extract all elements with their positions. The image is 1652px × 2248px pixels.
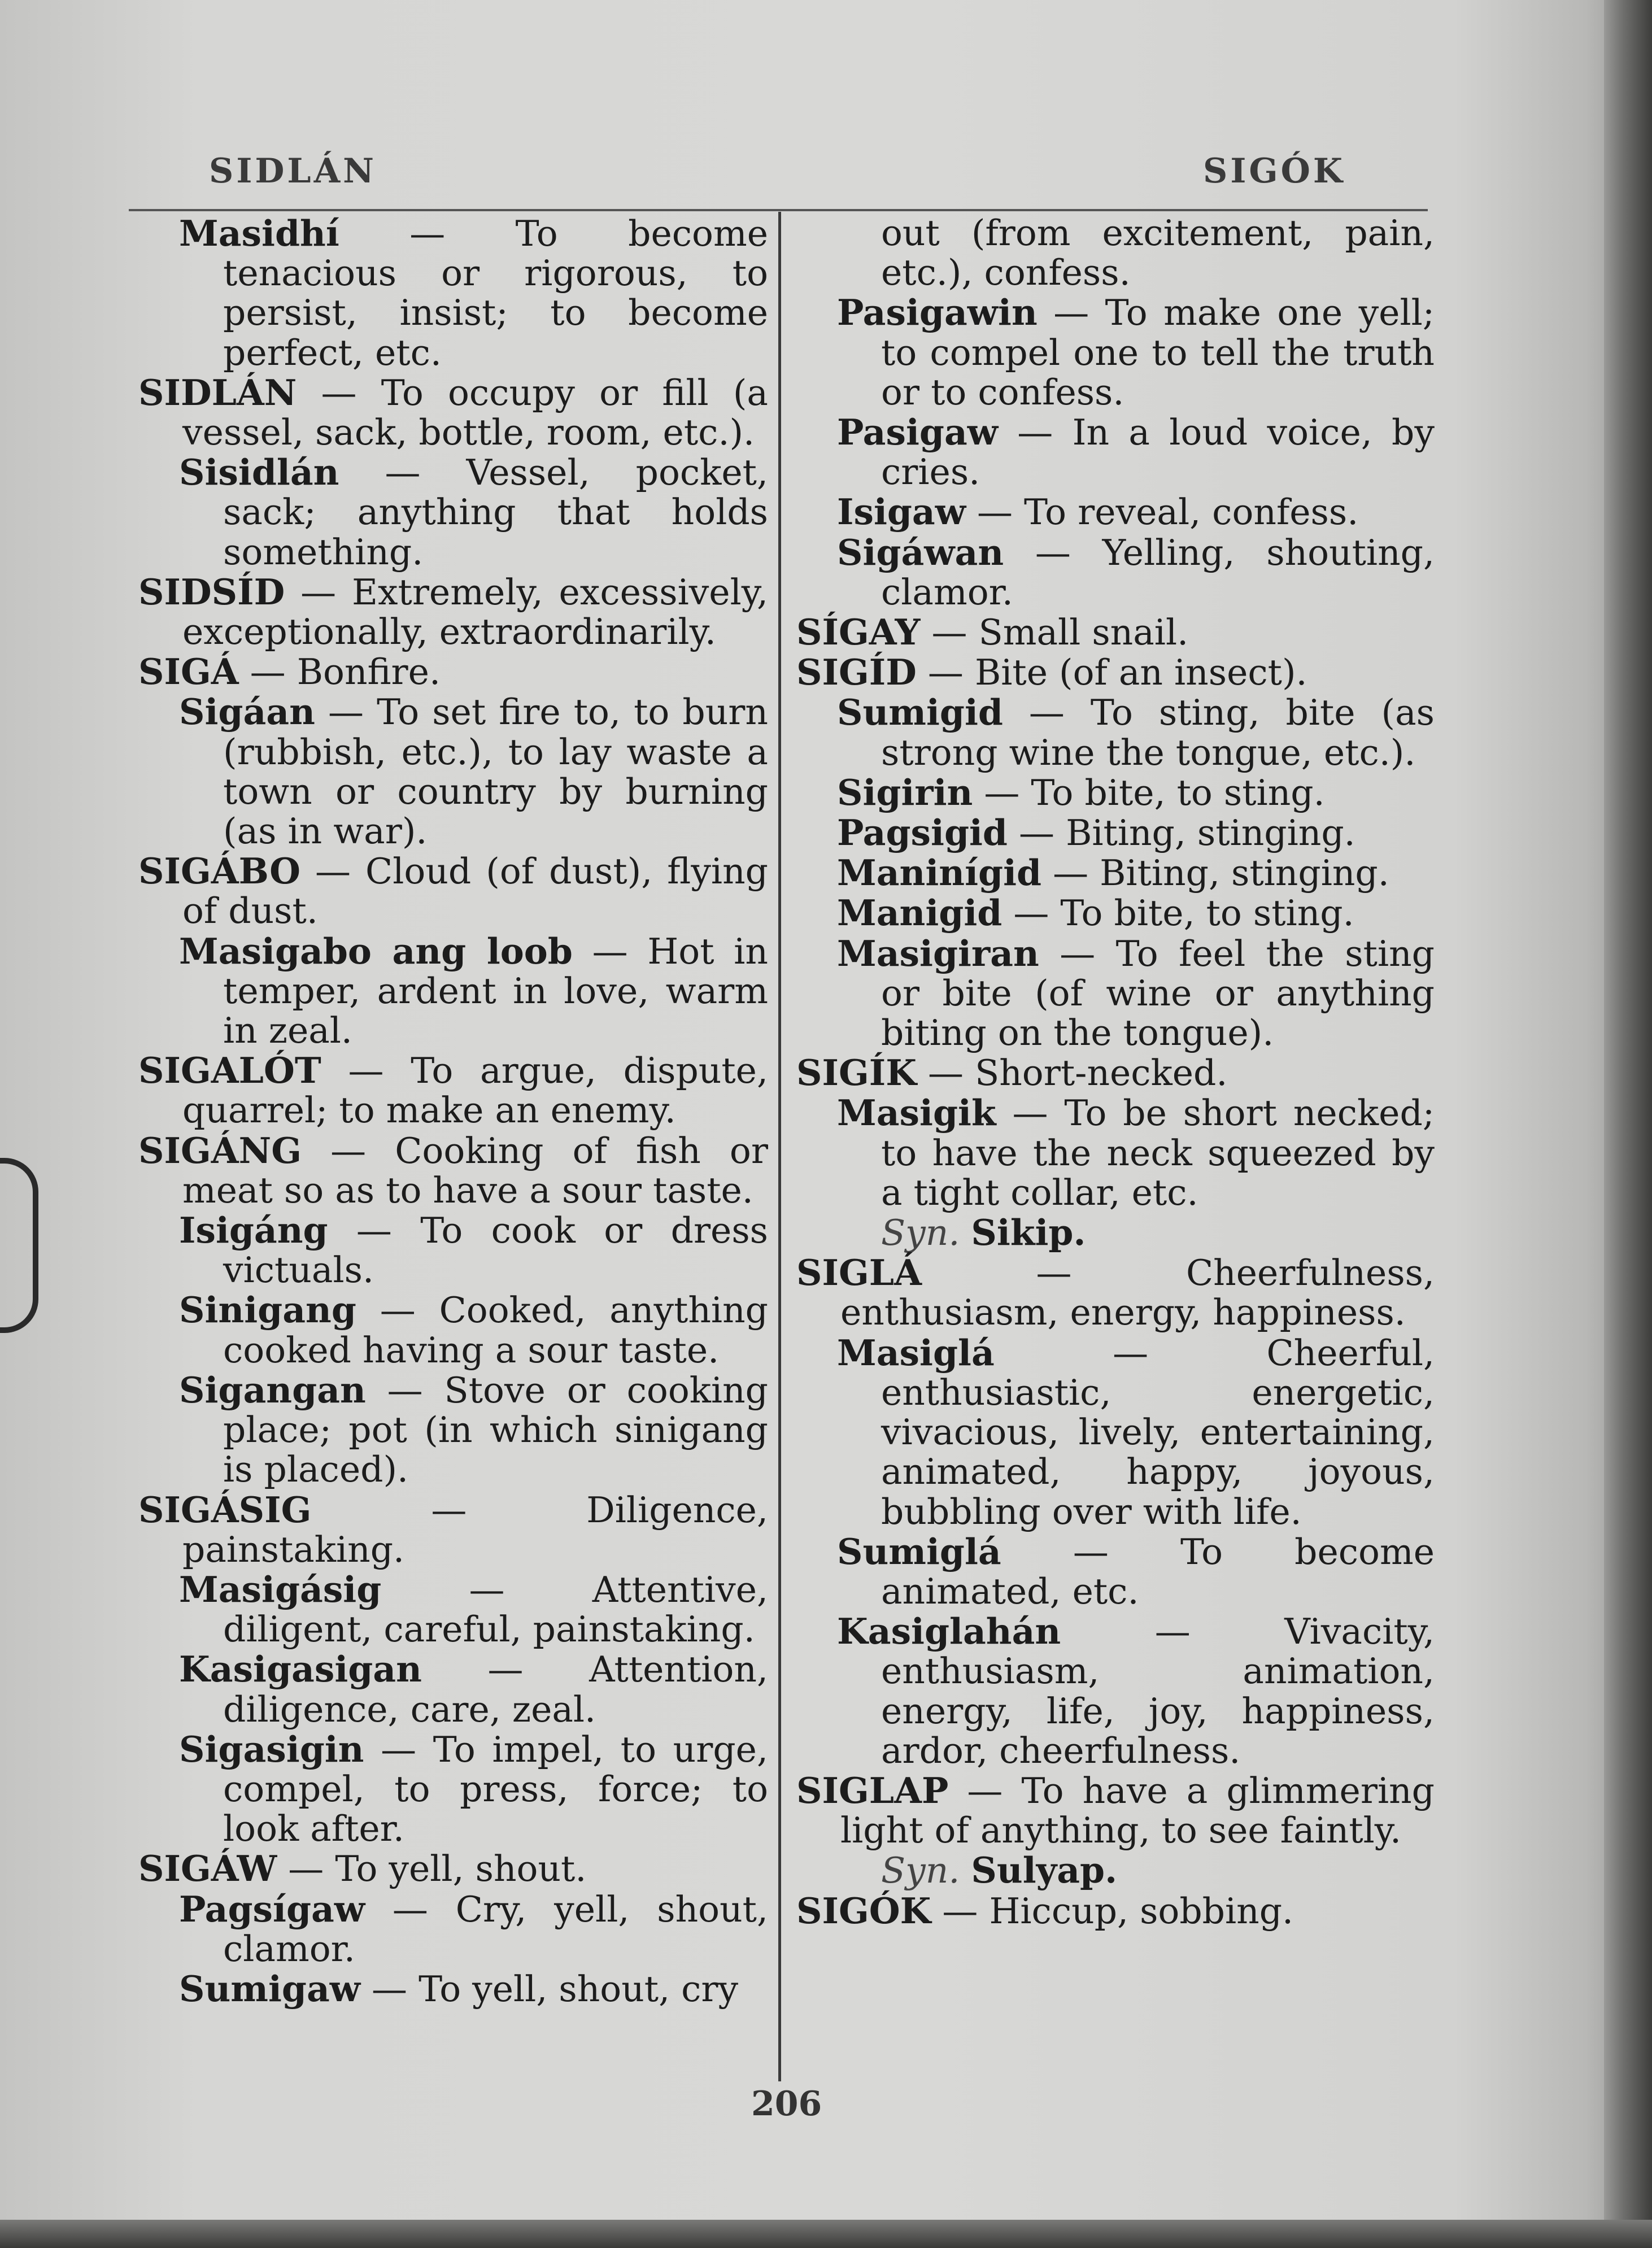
headword: SIGLÁ bbox=[796, 1252, 922, 1294]
running-head-right: SIGÓK bbox=[1203, 151, 1346, 191]
dictionary-entry: SIDSÍD — Extremely, excessively, exceptionally, extraordinarily. bbox=[138, 570, 768, 653]
headword: Sigasigin bbox=[179, 1728, 364, 1770]
header-rule bbox=[129, 209, 1428, 211]
definition: Bonfire. bbox=[297, 651, 441, 693]
dictionary-entry: Isigáng — To cook or dress victuals. bbox=[179, 1209, 768, 1291]
definition: Attention, diligence, care, zeal. bbox=[223, 1649, 768, 1730]
definition: To bite, to sting. bbox=[1060, 892, 1354, 934]
dictionary-entry: Sigáan — To set fire to, to burn (rubbish, etc.), to lay waste a town or country by burning (as in war). bbox=[179, 691, 768, 852]
definition: Cooking of fish or meat so as to have a sour taste. bbox=[182, 1130, 768, 1211]
headword: Sigáan bbox=[179, 691, 315, 733]
headword: SIGALÓT bbox=[138, 1049, 321, 1092]
definition: To impel, to urge, compel, to press, force; to look after. bbox=[223, 1728, 768, 1850]
dictionary-entry: Pasigawin — To make one yell; to compel one to tell the truth or to confess. bbox=[837, 291, 1435, 413]
dictionary-entry: SIGÁ — Bonfire. bbox=[138, 651, 441, 693]
definition: To sting, bite (as strong wine the tongue, etc.). bbox=[881, 692, 1435, 773]
headword: Sigangan bbox=[179, 1369, 366, 1411]
dictionary-entry: Sumiglá — To become animated, etc. bbox=[837, 1530, 1435, 1612]
definition: Stove or cooking place; pot (in which sinigang is placed). bbox=[223, 1369, 768, 1491]
dictionary-entry: Kasiglahán — Vivacity, enthusiasm, animation, energy, life, joy, happiness, ardor, cheerfulness. bbox=[837, 1610, 1435, 1771]
headword: SIGÁW bbox=[138, 1848, 277, 1890]
dictionary-entry: SIGÍD — Bite (of an insect). bbox=[796, 651, 1307, 694]
headword: SIDLÁN bbox=[138, 371, 297, 413]
definition: To have a glimmering light of anything, to see faintly. bbox=[840, 1770, 1435, 1851]
dictionary-entry: Pagsigid — Biting, stinging. bbox=[837, 812, 1355, 854]
headword: Sigáwan bbox=[837, 531, 1004, 573]
dictionary-entry: SIGÁW — To yell, shout. bbox=[138, 1848, 587, 1890]
dictionary-entry: Sigáwan — Yelling, shouting, clamor. bbox=[837, 531, 1435, 613]
headword: Pasigaw bbox=[837, 411, 999, 454]
dictionary-entry: SIGÁNG — Cooking of fish or meat so as to have a sour taste. bbox=[138, 1129, 768, 1211]
dictionary-entry: SIDLÁN — To occupy or fill (a vessel, sack, bottle, room, etc.). bbox=[138, 371, 768, 454]
dictionary-entry bbox=[796, 1850, 1435, 1890]
headword: Isigaw bbox=[837, 491, 966, 533]
definition: Cry, yell, shout, clamor. bbox=[223, 1888, 768, 1970]
dictionary-entry: Sumigaw — To yell, shout, cry bbox=[179, 1967, 739, 2010]
dictionary-entry: SIGLÁ — Cheerfulness, enthusiasm, energy, happiness. bbox=[796, 1252, 1435, 1334]
headword: SIGLAP bbox=[796, 1769, 949, 1811]
dictionary-entry: SIGÓK — Hiccup, sobbing. bbox=[796, 1889, 1294, 1932]
headword: Sumigaw bbox=[179, 1967, 360, 2010]
dictionary-entry: SÍGAY — Small snail. bbox=[796, 611, 1189, 654]
headword: Kasiglahán bbox=[837, 1610, 1061, 1653]
dictionary-entry: Masigásig — Attentive, diligent, careful, painstaking. bbox=[179, 1568, 768, 1650]
dictionary-entry: Kasigasigan — Attention, diligence, care, zeal. bbox=[179, 1648, 768, 1730]
definition: In a loud voice, by cries. bbox=[881, 412, 1435, 493]
definition: Extremely, excessively, exceptionally, extraordinarily. bbox=[182, 571, 768, 653]
definition: Short-necked. bbox=[975, 1052, 1228, 1094]
definition: Cheerful, enthusiastic, energetic, vivacious, lively, entertaining, animated, happy, joyous, bubbling over with life. bbox=[881, 1332, 1435, 1532]
headword: Pasigawin bbox=[837, 291, 1038, 334]
headword: Maninígid bbox=[837, 852, 1042, 894]
binder-clip-mark bbox=[0, 1158, 38, 1333]
dictionary-entry: Sigirin — To bite, to sting. bbox=[837, 771, 1325, 813]
synonym-word: Sikip. bbox=[971, 1212, 1086, 1254]
definition: Biting, stinging. bbox=[1066, 812, 1355, 854]
headword: Masidhí bbox=[179, 212, 339, 254]
left-column bbox=[138, 214, 768, 2009]
dictionary-entry: Pagsígaw — Cry, yell, shout, clamor. bbox=[179, 1888, 768, 1970]
dictionary-entry bbox=[796, 214, 1435, 293]
dictionary-entry: Masidhí — To become tenacious or rigorous, to persist, insist; to become perfect, etc. bbox=[179, 212, 768, 373]
headword: SIGÁ bbox=[138, 651, 239, 693]
dictionary-entry: SIGÁSIG — Diligence, painstaking. bbox=[138, 1488, 768, 1570]
definition: Vivacity, enthusiasm, animation, energy, life, joy, happiness, ardor, cheerfulness. bbox=[881, 1611, 1435, 1771]
definition: Cheerfulness, enthusiasm, energy, happiness. bbox=[840, 1252, 1435, 1334]
dictionary-entry: Sinigang — Cooked, anything cooked having a sour taste. bbox=[179, 1289, 768, 1371]
headword: SIGÍK bbox=[796, 1052, 917, 1094]
definition: To cook or dress victuals. bbox=[223, 1210, 768, 1291]
headword: Sigirin bbox=[837, 771, 973, 813]
headword: Masiglá bbox=[837, 1331, 995, 1374]
definition: To become tenacious or rigorous, to persist, insist; to become perfect, etc. bbox=[223, 213, 768, 373]
dictionary-entry: Maninígid — Biting, stinging. bbox=[837, 852, 1389, 894]
definition: Hot in temper, ardent in love, warm in zeal. bbox=[223, 930, 769, 1052]
headword: Manigid bbox=[837, 892, 1002, 934]
column-divider bbox=[778, 212, 781, 2081]
definition: To make one yell; to compel one to tell the truth or to confess. bbox=[881, 292, 1435, 413]
running-head-left: SIDLÁN bbox=[209, 151, 377, 191]
headword: Masigabo ang loob bbox=[179, 930, 573, 972]
dictionary-entry: Isigaw — To reveal, confess. bbox=[837, 491, 1359, 533]
headword: SÍGAY bbox=[796, 611, 921, 654]
headword: Kasigasigan bbox=[179, 1648, 422, 1691]
headword: Sisidlán bbox=[179, 451, 339, 494]
headword: SIGÁSIG bbox=[138, 1488, 312, 1531]
headword: SIGÁNG bbox=[138, 1129, 302, 1171]
dictionary-entry bbox=[796, 1213, 1435, 1253]
headword: Masigik bbox=[837, 1092, 996, 1134]
headword: Isigáng bbox=[179, 1209, 328, 1252]
right-column bbox=[796, 214, 1435, 1931]
page-number: 206 bbox=[751, 2084, 822, 2124]
definition: To reveal, confess. bbox=[1024, 491, 1359, 533]
headword: Masigásig bbox=[179, 1568, 382, 1610]
definition: Yelling, shouting, clamor. bbox=[881, 531, 1435, 613]
definition: Cooked, anything cooked having a sour taste. bbox=[223, 1289, 768, 1371]
definition: Hiccup, sobbing. bbox=[989, 1890, 1294, 1932]
definition: To yell, shout. bbox=[335, 1848, 587, 1890]
definition: Bite (of an insect). bbox=[974, 652, 1307, 694]
definition: To argue, dispute, quarrel; to make an enemy. bbox=[182, 1050, 768, 1131]
synonym-label: Syn. bbox=[881, 1212, 960, 1254]
definition: Biting, stinging. bbox=[1100, 852, 1389, 894]
headword: Sinigang bbox=[179, 1289, 356, 1331]
headword: Masigiran bbox=[837, 932, 1039, 974]
page-bottom-edge bbox=[0, 2220, 1652, 2248]
definition: To feel the sting or bite (of wine or anything biting on the tongue). bbox=[881, 933, 1435, 1054]
definition: To be short necked; to have the neck squeezed by a tight collar, etc. bbox=[881, 1092, 1435, 1213]
headword: SIDSÍD bbox=[138, 570, 285, 613]
headword: SIGÍD bbox=[796, 651, 917, 694]
dictionary-entry: Manigid — To bite, to sting. bbox=[837, 892, 1354, 934]
dictionary-entry: Masigiran — To feel the sting or bite (of wine or anything biting on the tongue). bbox=[837, 932, 1435, 1054]
definition: Small snail. bbox=[978, 612, 1189, 654]
synonym-word: Sulyap. bbox=[971, 1849, 1118, 1892]
definition: Cloud (of dust), flying of dust. bbox=[182, 851, 768, 932]
dictionary-entry: SIGÍK — Short-necked. bbox=[796, 1052, 1228, 1094]
definition: Vessel, pocket, sack; anything that holds something. bbox=[223, 452, 768, 573]
headword: SIGÁBO bbox=[138, 850, 300, 892]
headword: Sumiglá bbox=[837, 1530, 1001, 1572]
dictionary-entry: Sigasigin — To impel, to urge, compel, to press, force; to look after. bbox=[179, 1728, 768, 1850]
definition: out (from excitement, pain, etc.), confess. bbox=[881, 212, 1435, 294]
book-spine-shadow bbox=[1604, 0, 1652, 2248]
dictionary-entry: Pasigaw — In a loud voice, by cries. bbox=[837, 411, 1435, 493]
dictionary-entry: Masiglá — Cheerful, enthusiastic, energetic, vivacious, lively, entertaining, animated, happy, joyous, bubbling over with life. bbox=[837, 1331, 1435, 1532]
headword: SIGÓK bbox=[796, 1889, 931, 1932]
definition: Attentive, diligent, careful, painstaking. bbox=[223, 1569, 768, 1650]
dictionary-entry: Sisidlán — Vessel, pocket, sack; anything that holds something. bbox=[179, 451, 768, 573]
dictionary-entry: SIGALÓT — To argue, dispute, quarrel; to make an enemy. bbox=[138, 1049, 768, 1131]
dictionary-entry: Sigangan — Stove or cooking place; pot (in which sinigang is placed). bbox=[179, 1369, 768, 1491]
definition: Diligence, painstaking. bbox=[182, 1489, 768, 1570]
definition: To occupy or fill (a vessel, sack, bottle, room, etc.). bbox=[182, 372, 768, 454]
dictionary-entry: SIGÁBO — Cloud (of dust), flying of dust. bbox=[138, 850, 768, 932]
definition: To bite, to sting. bbox=[1031, 772, 1325, 813]
definition: To become animated, etc. bbox=[881, 1531, 1435, 1612]
dictionary-entry: Masigik — To be short necked; to have the neck squeezed by a tight collar, etc. bbox=[837, 1092, 1435, 1213]
dictionary-entry: SIGLAP — To have a glimmering light of anything, to see faintly. bbox=[796, 1769, 1435, 1851]
dictionary-entry: Masigabo ang loob — Hot in temper, ardent in love, warm in zeal. bbox=[179, 930, 769, 1052]
headword: Sumigid bbox=[837, 691, 1003, 734]
headword: Pagsigid bbox=[837, 812, 1008, 854]
headword: Pagsígaw bbox=[179, 1888, 365, 1930]
definition: To yell, shout, cry bbox=[419, 1968, 739, 2010]
definition: To set fire to, to burn (rubbish, etc.), to lay waste a town or country by burning (as in war). bbox=[223, 691, 768, 852]
synonym-label: Syn. bbox=[881, 1850, 960, 1892]
dictionary-entry: Sumigid — To sting, bite (as strong wine the tongue, etc.). bbox=[837, 691, 1435, 773]
